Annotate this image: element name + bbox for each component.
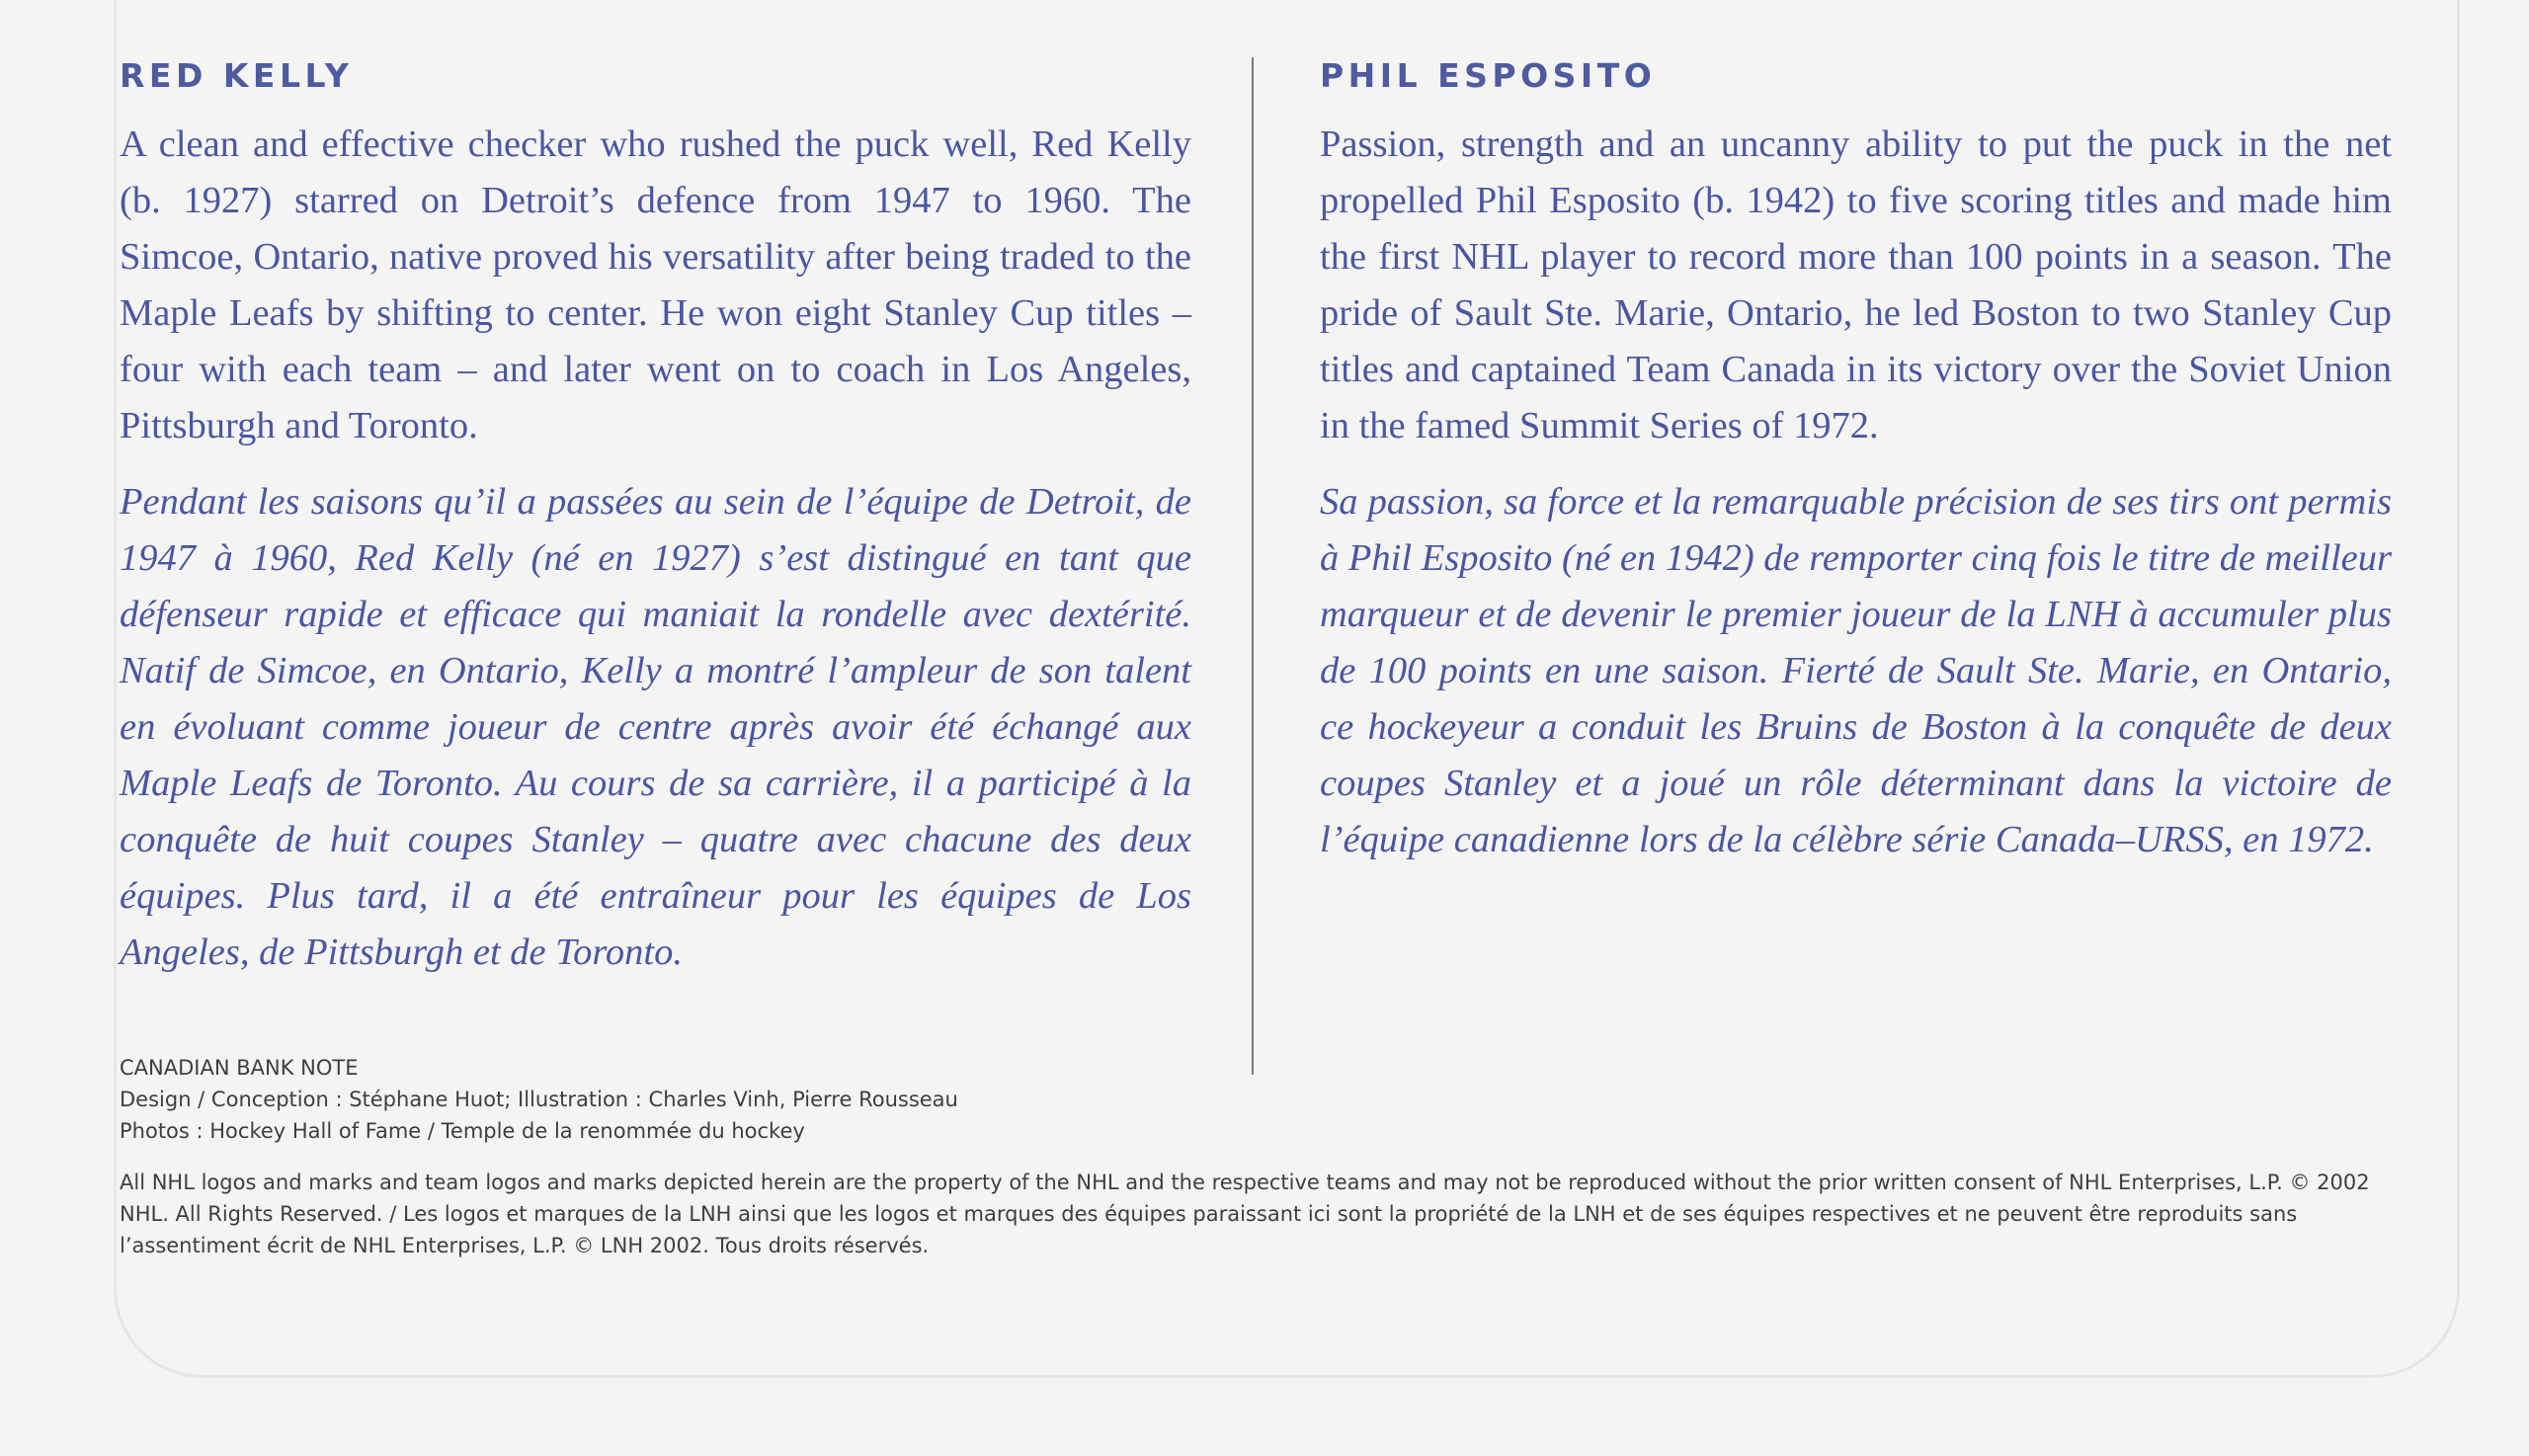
red-kelly-english-text: A clean and effective checker who rushed the puck well, Red Kelly (b. 1927) starred on Detroit’s defence from 1947 to 1960. The Simcoe, Ontario, native proved his versatility after being traded to the Maple Leafs by shifting to center. He won eight Stanley Cup titles – four with each team – and later went on to coach in Los Angeles, Pittsburgh and Toronto. — [120, 123, 1191, 446]
credits-block — [120, 1052, 2382, 1261]
red-kelly-heading: RED KELLY — [120, 56, 354, 95]
phil-esposito-column — [1320, 51, 2392, 888]
phil-esposito-english-text: Passion, strength and an uncanny ability to put the puck in the net propelled Phil Esposito (b. 1942) to five scoring titles and made him the first NHL player to record more than 100 points in a season. The pride of Sault Ste. Marie, Ontario, he led Boston to two Stanley Cup titles and captained Team Canada in its victory over the Soviet Union in the famed Summit Series of 1972. — [1320, 123, 2392, 446]
photo-credit: Photos : Hockey Hall of Fame / Temple de la renommée du hockey — [120, 1119, 805, 1143]
printer-credit: CANADIAN BANK NOTE — [120, 1056, 359, 1080]
phil-esposito-heading: PHIL ESPOSITO — [1320, 56, 1657, 95]
legal-notice: All NHL logos and marks and team logos and marks depicted herein are the property of the NHL and the respective teams and may not be reproduced without the prior written consent of NHL Enterprises, L.P. © 2002 NHL. All Rights Reserved. / Les logos et marques de la LNH ainsi que les logos et marques des équipes paraissant ici sont la propriété de la LNH et de ses équipes respectives et ne peuvent être reproduits sans l’assentiment écrit de NHL Enterprises, L.P. © LNH 2002. Tous droits réservés. — [120, 1171, 2370, 1257]
red-kelly-french-text: Pendant les saisons qu’il a passées au sein de l’équipe de Detroit, de 1947 à 1960, Red Kelly (né en 1927) s’est distingué en tant que défenseur rapide et efficace qui maniait la rondelle avec dextérité. Natif de Simcoe, en Ontario, Kelly a montré l’ampleur de son talent en évoluant comme joueur de centre après avoir été échangé aux Maple Leafs de Toronto. Au cours de sa carrière, il a participé à la conquête de huit coupes Stanley – quatre avec chacune des deux équipes. Plus tard, il a été entraîneur pour les équipes de Los Angeles, de Pittsburgh et de Toronto. — [120, 481, 1191, 973]
phil-esposito-french-text: Sa passion, sa force et la remarquable précision de ses tirs ont permis à Phil Esposito (né en 1942) de remporter cinq fois le titre de meilleur marqueur et de devenir le premier joueur de la LNH à accumuler plus de 100 points en une saison. Fierté de Sault Ste. Marie, en Ontario, ce hockeyeur a conduit les Bruins de Boston à la conquête de deux coupes Stanley et a joué un rôle déterminant dans la victoire de l’équipe canadienne lors de la célèbre série Canada–URSS, en 1972. — [1320, 481, 2392, 860]
red-kelly-column — [120, 51, 1191, 1001]
design-credit: Design / Conception : Stéphane Huot; Illustration : Charles Vinh, Pierre Rousseau — [120, 1088, 958, 1111]
column-divider — [1252, 57, 1254, 1075]
